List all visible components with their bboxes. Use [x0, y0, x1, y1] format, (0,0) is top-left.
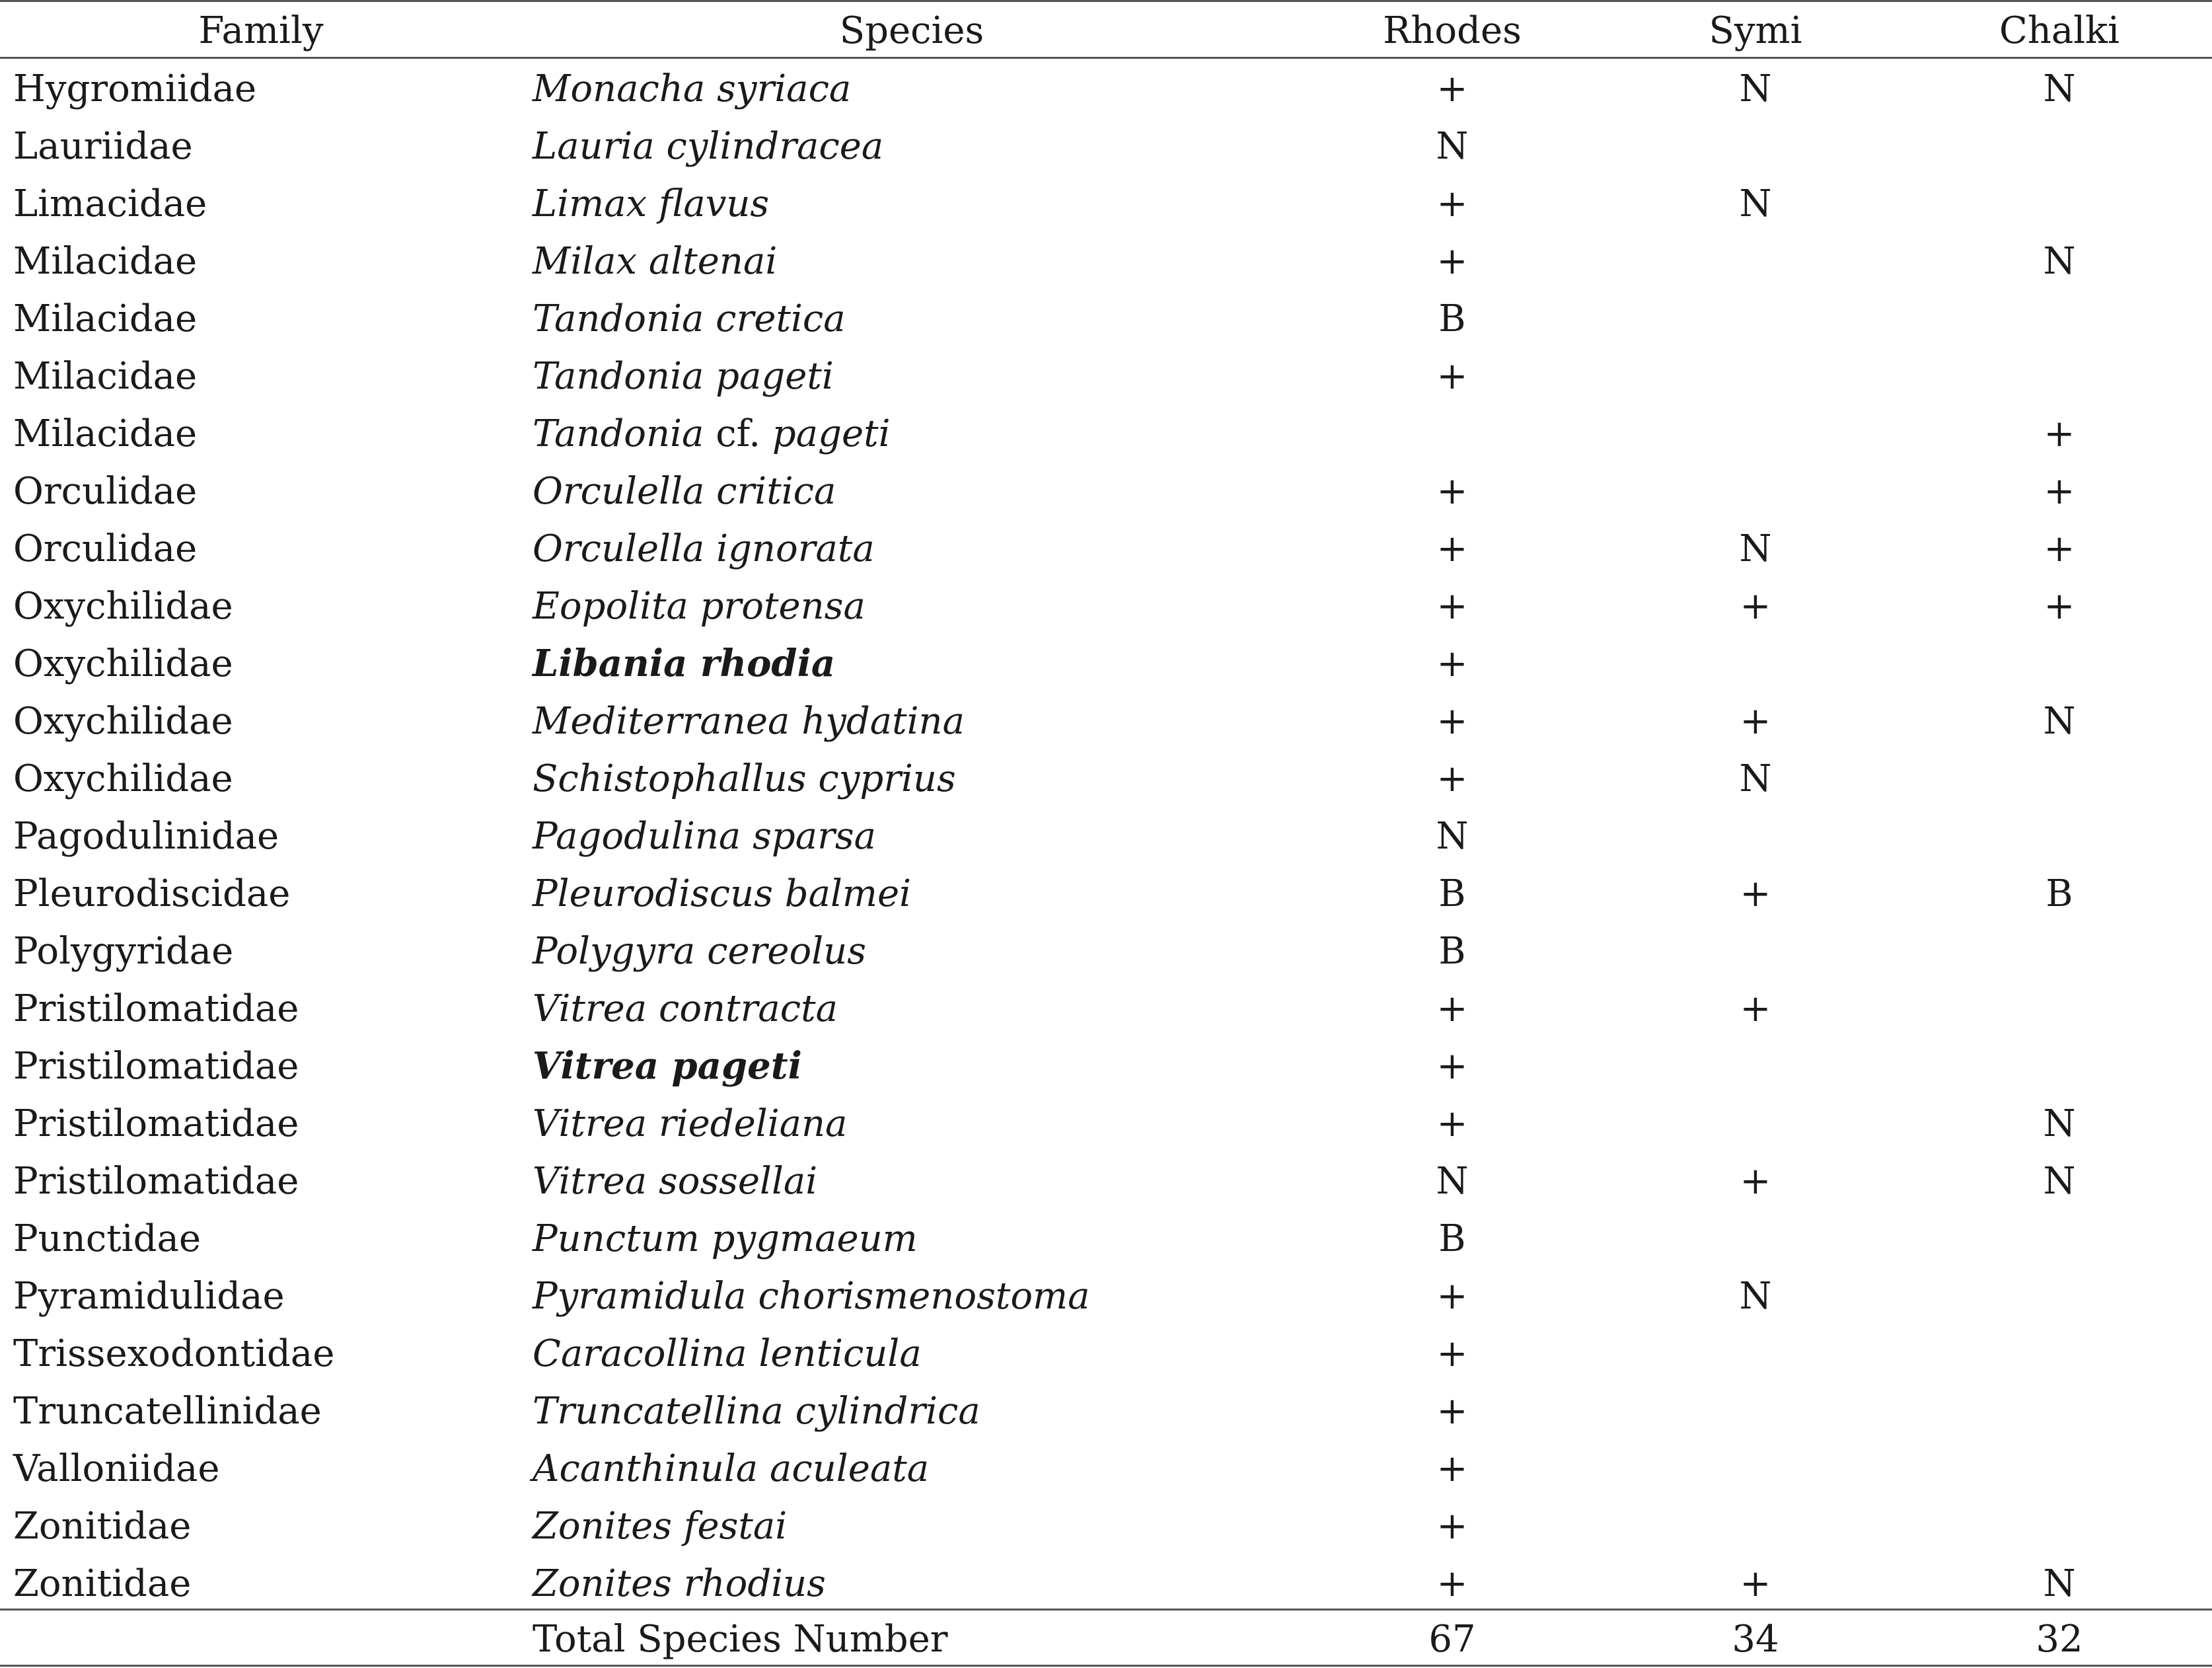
species-cell: [533, 405, 891, 463]
total-label: Total Species Number: [533, 1618, 948, 1661]
table-row: [0, 865, 2212, 923]
table-row: [0, 750, 2212, 808]
chalki-cell: [1960, 1268, 2158, 1325]
species-genus: Tandonia: [533, 412, 704, 455]
species-cell: Eopolita protensa: [533, 585, 866, 628]
family-cell: Oxychilidae: [13, 700, 233, 743]
family-cell: Trissexodontidae: [13, 1332, 335, 1375]
table-row: [0, 1095, 2212, 1153]
rhodes-cell: +: [1436, 700, 1468, 743]
symi-cell: [1656, 290, 1855, 348]
chalki-cell: N: [2043, 1562, 2076, 1605]
table-row: [0, 175, 2212, 233]
family-cell: Pristilomatidae: [13, 1045, 299, 1088]
symi-cell: [1656, 635, 1855, 693]
family-cell: Valloniidae: [13, 1447, 220, 1490]
table-row: [0, 520, 2212, 578]
rhodes-cell: B: [1438, 297, 1466, 340]
symi-cell: [1656, 1095, 1855, 1153]
species-cell: Lauria cylindracea: [533, 125, 884, 168]
symi-cell: [1656, 1440, 1855, 1497]
species-cell: Vitrea pageti: [533, 1044, 802, 1088]
rhodes-cell: [1353, 405, 1551, 463]
chalki-cell: [1960, 808, 2158, 865]
total-rhodes: 67: [1428, 1618, 1476, 1661]
chalki-cell: [1960, 1038, 2158, 1095]
header-family: Family: [198, 9, 324, 52]
family-cell: Punctidae: [13, 1217, 201, 1260]
family-cell: Pristilomatidae: [13, 1160, 299, 1203]
table-row: [0, 60, 2212, 118]
header-species: Species: [839, 9, 984, 52]
chalki-cell: [1960, 1497, 2158, 1555]
table-row: [0, 1153, 2212, 1210]
table-row: [0, 118, 2212, 175]
total-chalki: 32: [2036, 1618, 2083, 1661]
chalki-cell: [1960, 980, 2158, 1038]
species-cell: Acanthinula aculeata: [533, 1447, 930, 1490]
symi-cell: [1656, 923, 1855, 980]
species-cell: Limax flavus: [533, 182, 770, 225]
table-row: [0, 1383, 2212, 1440]
table-header-row: [0, 2, 2212, 59]
symi-cell: +: [1740, 1160, 1771, 1203]
symi-cell: [1656, 118, 1855, 175]
symi-cell: [1656, 808, 1855, 865]
family-cell: Polygyridae: [13, 930, 234, 973]
chalki-cell: [1960, 1440, 2158, 1497]
chalki-cell: +: [2044, 470, 2075, 513]
rhodes-cell: B: [1438, 930, 1466, 973]
species-cell: Tandonia pageti: [533, 355, 834, 398]
table-row: [0, 808, 2212, 865]
chalki-cell: [1960, 923, 2158, 980]
table-row: [0, 405, 2212, 463]
rhodes-cell: +: [1436, 355, 1468, 398]
family-cell: Milacidae: [13, 412, 198, 455]
species-cell: Tandonia cretica: [533, 297, 846, 340]
species-cell: Zonites rhodius: [533, 1562, 826, 1605]
rhodes-cell: +: [1436, 1332, 1468, 1375]
rhodes-cell: +: [1436, 470, 1468, 513]
family-cell: Orculidae: [13, 527, 198, 570]
symi-cell: [1656, 1325, 1855, 1383]
chalki-cell: +: [2044, 412, 2075, 455]
symi-cell: [1656, 405, 1855, 463]
chalki-cell: [1960, 348, 2158, 405]
table-row: [0, 923, 2212, 980]
total-row: [0, 1611, 2212, 1668]
rhodes-cell: +: [1436, 1447, 1468, 1490]
family-cell: Milacidae: [13, 297, 198, 340]
symi-cell: N: [1739, 1275, 1772, 1318]
chalki-cell: [1960, 1210, 2158, 1268]
chalki-cell: +: [2044, 585, 2075, 628]
chalki-cell: +: [2044, 527, 2075, 570]
symi-cell: +: [1740, 987, 1771, 1030]
table-row: [0, 578, 2212, 635]
symi-cell: [1656, 1038, 1855, 1095]
species-cell: Schistophallus cyprius: [533, 757, 956, 800]
family-cell: Limacidae: [13, 182, 207, 225]
species-cell: Pagodulina sparsa: [533, 815, 876, 858]
species-cell: Libania rhodia: [533, 642, 836, 685]
family-cell: Hygromiidae: [13, 67, 257, 110]
family-cell: Pagodulinidae: [13, 815, 279, 858]
table-row: [0, 980, 2212, 1038]
symi-cell: +: [1740, 700, 1771, 743]
table-row: [0, 1325, 2212, 1383]
rhodes-cell: N: [1436, 1160, 1469, 1203]
rhodes-cell: N: [1436, 815, 1469, 858]
symi-cell: [1656, 1383, 1855, 1440]
species-cell: Polygyra cereolus: [533, 930, 866, 973]
table-bottom-rule: [0, 1665, 2212, 1667]
symi-cell: +: [1740, 1562, 1771, 1605]
family-cell: Truncatellinidae: [13, 1390, 322, 1433]
symi-cell: [1656, 348, 1855, 405]
symi-cell: [1656, 463, 1855, 520]
chalki-cell: [1960, 1325, 2158, 1383]
family-cell: Pristilomatidae: [13, 987, 299, 1030]
symi-cell: N: [1739, 67, 1772, 110]
family-cell: Pleurodiscidae: [13, 872, 291, 915]
species-cell: Milax altenai: [533, 240, 778, 283]
chalki-cell: [1960, 635, 2158, 693]
species-cell: Vitrea contracta: [533, 987, 838, 1030]
species-cell: Truncatellina cylindrica: [533, 1390, 980, 1433]
family-cell: Oxychilidae: [13, 757, 233, 800]
symi-cell: +: [1740, 872, 1771, 915]
family-cell: Pyramidulidae: [13, 1275, 285, 1318]
family-cell: Zonitidae: [13, 1505, 192, 1548]
chalki-cell: [1960, 175, 2158, 233]
family-cell: Orculidae: [13, 470, 198, 513]
rhodes-cell: +: [1436, 240, 1468, 283]
chalki-cell: [1960, 750, 2158, 808]
chalki-cell: N: [2043, 1160, 2076, 1203]
species-cell: Vitrea sossellai: [533, 1160, 818, 1203]
species-cell: Pleurodiscus balmei: [533, 872, 912, 915]
chalki-cell: B: [2046, 872, 2073, 915]
table-row: [0, 348, 2212, 405]
table-row: [0, 635, 2212, 693]
species-cell: Orculella critica: [533, 470, 836, 513]
rhodes-cell: +: [1436, 1045, 1468, 1088]
table-row: [0, 693, 2212, 750]
family-cell: Milacidae: [13, 355, 198, 398]
rhodes-cell: +: [1436, 1390, 1468, 1433]
rhodes-cell: +: [1436, 182, 1468, 225]
table-row: [0, 1038, 2212, 1095]
species-cell: Orculella ignorata: [533, 527, 875, 570]
header-rhodes: Rhodes: [1383, 9, 1522, 52]
symi-cell: N: [1739, 527, 1772, 570]
family-cell: Lauriidae: [13, 125, 193, 168]
species-epithet: pageti: [772, 412, 891, 455]
rhodes-cell: B: [1438, 872, 1466, 915]
table-row: [0, 463, 2212, 520]
rhodes-cell: +: [1436, 757, 1468, 800]
rhodes-cell: +: [1436, 527, 1468, 570]
header-rule: [0, 57, 2212, 59]
rhodes-cell: +: [1436, 987, 1468, 1030]
species-cell: Vitrea riedeliana: [533, 1102, 848, 1145]
rhodes-cell: +: [1436, 67, 1468, 110]
symi-cell: [1656, 1210, 1855, 1268]
table-row: [0, 233, 2212, 290]
species-qualifier: cf.: [716, 412, 761, 455]
family-cell: Milacidae: [13, 240, 198, 283]
table-row: [0, 1268, 2212, 1325]
chalki-cell: N: [2043, 240, 2076, 283]
symi-cell: [1656, 1497, 1855, 1555]
chalki-cell: [1960, 118, 2158, 175]
header-chalki: Chalki: [1999, 9, 2120, 52]
rhodes-cell: +: [1436, 642, 1468, 685]
symi-cell: N: [1739, 182, 1772, 225]
symi-cell: [1656, 233, 1855, 290]
species-cell: Zonites festai: [533, 1505, 788, 1548]
rhodes-cell: +: [1436, 585, 1468, 628]
family-cell: Pristilomatidae: [13, 1102, 299, 1145]
family-cell: Zonitidae: [13, 1562, 192, 1605]
species-cell: Punctum pygmaeum: [533, 1217, 918, 1260]
species-cell: Caracollina lenticula: [533, 1332, 922, 1375]
rhodes-cell: B: [1438, 1217, 1466, 1260]
header-symi: Symi: [1709, 9, 1802, 52]
species-cell: Pyramidula chorismenostoma: [533, 1275, 1090, 1318]
family-cell: Oxychilidae: [13, 585, 233, 628]
species-cell: Monacha syriaca: [533, 67, 852, 110]
table-row: [0, 1555, 2212, 1612]
rhodes-cell: +: [1436, 1562, 1468, 1605]
symi-cell: N: [1739, 757, 1772, 800]
species-cell: Mediterranea hydatina: [533, 700, 965, 743]
chalki-cell: N: [2043, 1102, 2076, 1145]
table-row: [0, 1497, 2212, 1555]
table-row: [0, 1440, 2212, 1497]
table-row: [0, 1210, 2212, 1268]
rhodes-cell: +: [1436, 1102, 1468, 1145]
total-symi: 34: [1732, 1618, 1779, 1661]
chalki-cell: [1960, 1383, 2158, 1440]
chalki-cell: N: [2043, 700, 2076, 743]
rhodes-cell: N: [1436, 125, 1469, 168]
chalki-cell: [1960, 290, 2158, 348]
family-cell: Oxychilidae: [13, 642, 233, 685]
rhodes-cell: +: [1436, 1505, 1468, 1548]
symi-cell: +: [1740, 585, 1771, 628]
table-row: [0, 290, 2212, 348]
rhodes-cell: +: [1436, 1275, 1468, 1318]
chalki-cell: N: [2043, 67, 2076, 110]
